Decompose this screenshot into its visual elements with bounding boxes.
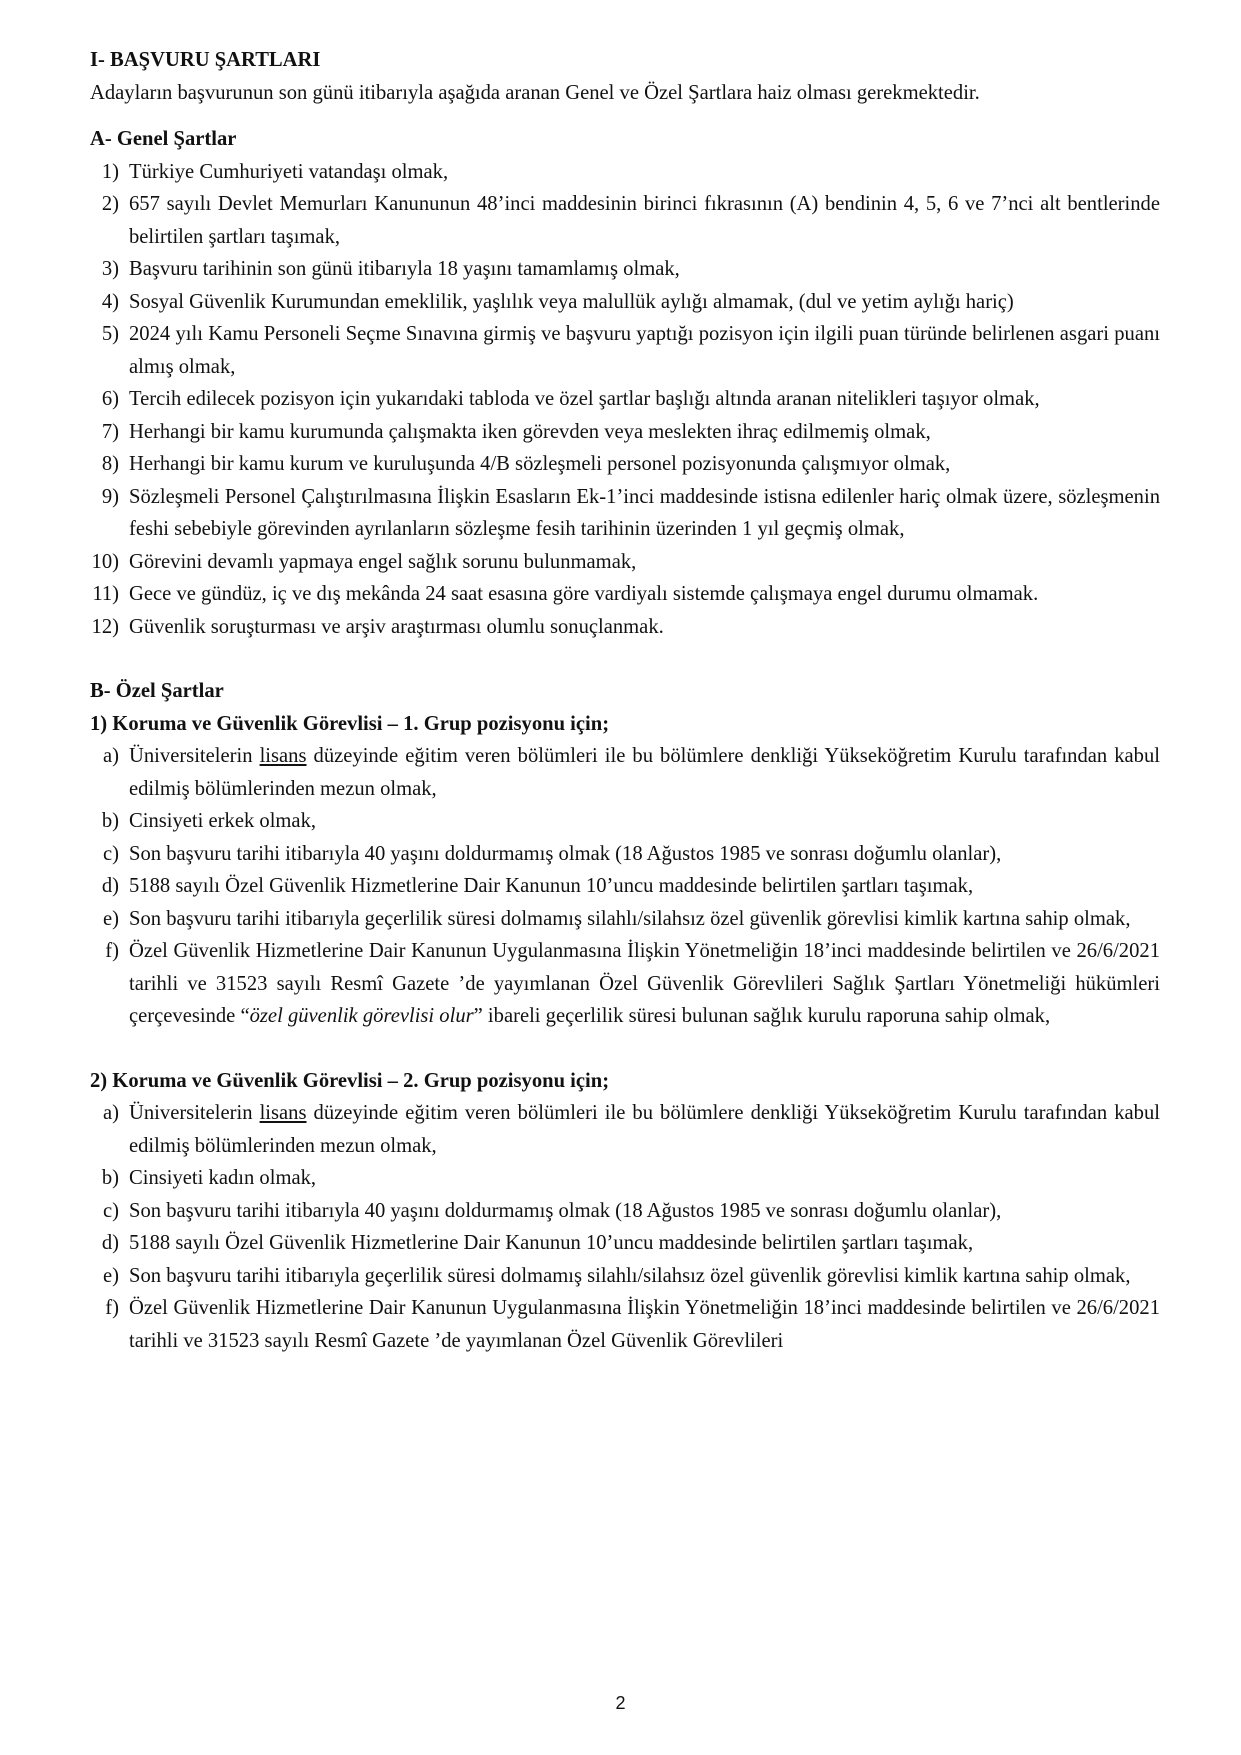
list-item [90, 935, 1160, 1033]
list-item [90, 1260, 1160, 1293]
list-item [90, 838, 1160, 871]
underlined-term: lisans [259, 1102, 307, 1124]
list-item [90, 156, 1160, 189]
list-item [90, 383, 1160, 416]
section-title: I- BAŞVURU ŞARTLARI [90, 49, 321, 71]
item-text: 2024 yılı Kamu Personeli Seçme Sınavına girmiş ve başvuru yaptığı pozisyon için ilgili puan türünde belirlenen asgari puanı almış olmak, [129, 323, 1160, 378]
item-text: Özel Güvenlik Hizmetlerine Dair Kanunun Uygulanmasına İlişkin Yönetmeliğin 18’inci maddesinde belirtilen ve 26/6/2021 tarihli ve 31523 sayılı Resmî Gazete ’de yayımlanan Özel Güvenlik Görevlileri [129, 1297, 1160, 1352]
list-item [90, 416, 1160, 449]
special-conditions-title: B- Özel Şartlar [90, 680, 224, 702]
item-number: 3) [101, 258, 119, 280]
item-number: 8) [101, 453, 119, 475]
list-item [90, 1195, 1160, 1228]
item-text: Tercih edilecek pozisyon için yukarıdaki tabloda ve özel şartlar başlığı altında aranan nitelikleri taşıyor olmak, [129, 388, 1040, 410]
item-letter: f) [105, 1297, 119, 1319]
item-letter: d) [101, 1232, 119, 1254]
group-title: 2) Koruma ve Güvenlik Görevlisi – 2. Grup pozisyonu için; [90, 1069, 610, 1092]
item-text: Sözleşmeli Personel Çalıştırılmasına İlişkin Esasların Ek-1’inci maddesinde istisna edilenler hariç olmak üzere, sözleşmenin feshi sebebiyle görevinden ayrılanların sözleşme fesih tarihinin üzerinden 1 yıl geçmiş olmak, [129, 485, 1160, 540]
item-number: 12) [91, 615, 119, 638]
item-letter: d) [101, 875, 119, 897]
item-text: 5188 sayılı Özel Güvenlik Hizmetlerine Dair Kanunun 10’uncu maddesinde belirtilen şartları taşımak, [129, 1232, 974, 1254]
item-text: Üniversitelerin lisans düzeyinde eğitim veren bölümleri ile bu bölümlere denkliği Yükseköğretim Kurulu tarafından kabul edilmiş bölümlerinden mezun olmak, [129, 745, 1160, 800]
item-text: Özel Güvenlik Hizmetlerine Dair Kanunun Uygulanmasına İlişkin Yönetmeliğin 18’inci maddesinde belirtilen ve 26/6/2021 tarihli ve 31523 sayılı Resmî Gazete ’de yayımlanan Özel Güvenlik Görevlileri Sağlık Şartları Yönetmeliği hükümleri çerçevesinde “özel güvenlik görevlisi olur” ibareli geçerlilik süresi bulunan sağlık kurulu raporuna sahip olmak, [129, 940, 1160, 1027]
item-text: Herhangi bir kamu kurum ve kuruluşunda 4/B sözleşmeli personel pozisyonunda çalışmıyor olmak, [129, 453, 951, 475]
special-group-1 [90, 708, 1160, 1033]
item-letter: c) [103, 1199, 119, 1222]
list-item [90, 318, 1160, 383]
intro-paragraph: Adayların başvurunun son günü itibarıyla aşağıda aranan Genel ve Özel Şartlara haiz olması gerekmektedir. [90, 81, 980, 104]
item-text: Son başvuru tarihi itibarıyla 40 yaşını doldurmamış olmak (18 Ağustos 1985 ve sonrası doğumlu olanlar), [129, 1199, 1002, 1222]
list-item [90, 740, 1160, 805]
item-text: 5188 sayılı Özel Güvenlik Hizmetlerine Dair Kanunun 10’uncu maddesinde belirtilen şartları taşımak, [129, 875, 974, 897]
list-item [90, 1097, 1160, 1162]
item-letter: c) [103, 842, 119, 865]
list-item [90, 903, 1160, 936]
item-text: Cinsiyeti kadın olmak, [129, 1167, 317, 1189]
item-number: 6) [101, 388, 119, 410]
item-letter: b) [101, 1167, 119, 1189]
list-item [90, 1227, 1160, 1260]
item-letter: e) [103, 1264, 119, 1287]
list-item [90, 611, 1160, 644]
item-text: Son başvuru tarihi itibarıyla geçerlilik süresi dolmamış silahlı/silahsız özel güvenlik görevlisi kimlik kartına sahip olmak, [129, 1264, 1131, 1287]
item-number: 11) [92, 583, 119, 605]
underlined-term: lisans [259, 745, 307, 767]
group-title: 1) Koruma ve Güvenlik Görevlisi – 1. Grup pozisyonu için; [90, 712, 610, 735]
list-item [90, 1162, 1160, 1195]
item-text: Güvenlik soruşturması ve arşiv araştırması olumlu sonuçlanmak. [129, 615, 664, 638]
special-group-2 [90, 1065, 1160, 1358]
item-text: Türkiye Cumhuriyeti vatandaşı olmak, [129, 160, 449, 183]
list-item [90, 481, 1160, 546]
page-number: 2 [615, 1693, 626, 1713]
document-body [90, 44, 1160, 1357]
item-number: 2) [101, 193, 119, 215]
general-conditions-list [90, 156, 1160, 644]
list-item [90, 1292, 1160, 1357]
item-text: Son başvuru tarihi itibarıyla 40 yaşını doldurmamış olmak (18 Ağustos 1985 ve sonrası doğumlu olanlar), [129, 842, 1002, 865]
italic-phrase: özel güvenlik görevlisi olur [249, 1005, 474, 1027]
item-text: Başvuru tarihinin son günü itibarıyla 18 yaşını tamamlamış olmak, [129, 258, 680, 280]
item-letter: a) [103, 1102, 119, 1124]
item-text: Gece ve gündüz, iç ve dış mekânda 24 saat esasına göre vardiyalı sistemde çalışmaya engel durumu olmamak. [129, 583, 1039, 605]
item-number: 10) [91, 550, 119, 573]
list-item [90, 188, 1160, 253]
item-letter: b) [101, 810, 119, 832]
item-text: Üniversitelerin lisans düzeyinde eğitim veren bölümleri ile bu bölümlere denkliği Yükseköğretim Kurulu tarafından kabul edilmiş bölümlerinden mezun olmak, [129, 1102, 1160, 1157]
list-item [90, 448, 1160, 481]
item-text: Cinsiyeti erkek olmak, [129, 810, 317, 832]
item-text: 657 sayılı Devlet Memurları Kanununun 48’inci maddesinin birinci fıkrasının (A) bendinin 4, 5, 6 ve 7’nci alt bentlerinde belirtilen şartları taşımak, [129, 193, 1160, 248]
list-item [90, 253, 1160, 286]
general-conditions-title: A- Genel Şartlar [90, 128, 237, 150]
item-number: 4) [101, 290, 119, 313]
item-number: 9) [101, 485, 119, 508]
item-letter: f) [105, 940, 119, 962]
item-text: Son başvuru tarihi itibarıyla geçerlilik süresi dolmamış silahlı/silahsız özel güvenlik görevlisi kimlik kartına sahip olmak, [129, 907, 1131, 930]
item-number: 7) [101, 420, 119, 443]
list-item [90, 546, 1160, 579]
item-letter: e) [103, 907, 119, 930]
list-item [90, 286, 1160, 319]
list-item [90, 578, 1160, 611]
item-text: Görevini devamlı yapmaya engel sağlık sorunu bulunmamak, [129, 550, 637, 573]
item-number: 1) [101, 160, 119, 183]
item-number: 5) [101, 323, 119, 345]
list-item [90, 805, 1160, 838]
item-text: Sosyal Güvenlik Kurumundan emeklilik, yaşlılık veya malullük aylığı almamak, (dul ve yetim aylığı hariç) [129, 290, 1014, 313]
item-letter: a) [103, 745, 119, 767]
item-text: Herhangi bir kamu kurumunda çalışmakta iken görevden veya meslekten ihraç edilmemiş olmak, [129, 420, 931, 443]
list-item [90, 870, 1160, 903]
